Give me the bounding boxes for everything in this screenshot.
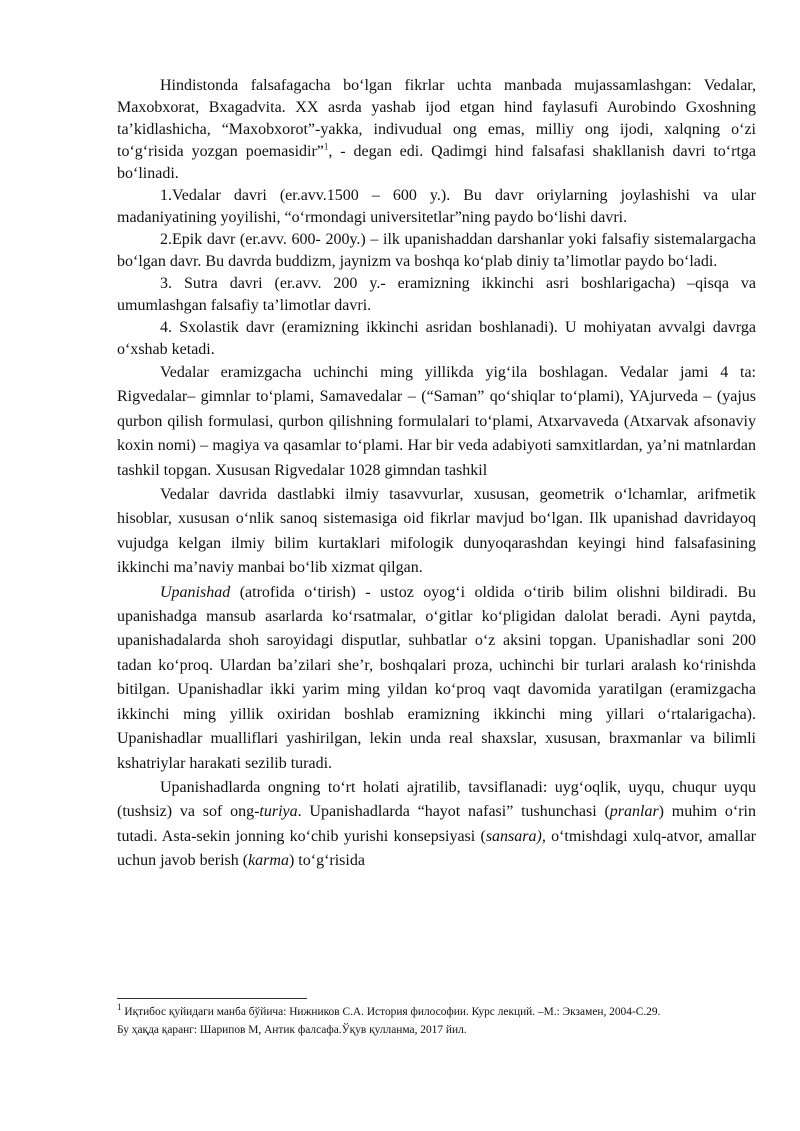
term-pranlar: pranlar: [609, 803, 659, 821]
footnote-number: 1: [117, 1002, 122, 1013]
text-segment: ) muhim o‘rin tutadi. Asta-sekin jonning ko‘chib yurishi konsepsiyasi (: [117, 803, 756, 845]
paragraph-intro: [117, 75, 756, 185]
paragraph-vedic-science: Vedalar davrida dastlabki ilmiy tasavvurlar, xususan, geometrik o‘lchamlar, arifmetik hisoblar, xususan o‘nlik sanoq sistemasiga oid fikrlar mavjud bo‘lgan. Ilk upanishad davridayoq vujudga kelgan ilmiy bilim kurtaklari mifologik dunyoqarashdan keyingi hind falsafasining ikkinchi ma’naviy manbai bo‘lib xizmat qilgan.: [117, 486, 756, 577]
term-turiya: turiya: [259, 803, 298, 821]
footnote-2: Бу ҳақда қаранг: Шарипов М, Антик фалсафа.Ўқув қулланма, 2017 йил.: [117, 1023, 467, 1036]
paragraph-scholastic-period: 4. Sxolastik davr (eramizning ikkinchi asridan boshlanadi). U mohiyatan avvalgi davrga o‘xshab ketadi.: [117, 319, 756, 358]
footnotes: [117, 1002, 756, 1040]
footnote-reference: 1: [323, 141, 329, 152]
term-karma: karma: [248, 852, 289, 870]
paragraph-vedic-period: 1.Vedalar davri (er.avv.1500 – 600 y.). Bu davr oriylarning joylashishi va ular madaniyatining yoyilishi, “o‘rmondagi universitetlar”ning paydo bo‘lishi davri.: [117, 187, 756, 226]
paragraph-sutra-period: 3. Sutra davri (er.avv. 200 y.- eramizning ikkinchi asri boshlarigacha) –qisqa va umumlashgan falsafiy ta’limotlar davri.: [117, 275, 756, 314]
paragraph-epic-period: 2.Epik davr (er.avv. 600- 200y.) – ilk upanishaddan darshanlar yoki falsafiy sistemalargacha bo‘lgan davr. Bu davrda buddizm, jaynizm va boshqa ko‘plab diniy ta’limotlar paydo bo‘ladi.: [117, 231, 756, 270]
paragraph-upanishad: [117, 581, 756, 776]
paragraph-intro-text: Hindistonda falsafagacha bo‘lgan fikrlar uchta manbada mujassamlashgan: Vedalar, Maxobxorat, Bxagadvita. XX asrda yashab ijod etgan hind faylasufi Aurobindo Gxoshning ta’kidlashicha, “Maxobxorot”-yakka, indivudual ong emas, milliy ong ijodi, xalqning o‘zi to‘g‘risida yozgan poemasidir”: [117, 77, 756, 160]
paragraph-vedas: Vedalar eramizgacha uchinchi ming yillikda yig‘ila boshlagan. Vedalar jami 4 ta: Rigvedalar– gimnlar to‘plami, Samavedalar – (“Saman” qo‘shiqlar to‘plami), YAjurveda – (yajus qurbon qilish formulasi, qurbon qilishning formulalari to‘plami, Atxarvaveda (Atxarvak afsonaviy koxin nomi) – magiya va qasamlar to‘plami. Har bir veda adabiyoti samxitlardan, ya’ni matnlardan tashkil topgan. Xususan Rigvedalar 1028 gimndan tashkil: [117, 364, 756, 479]
paragraph-upanishad-text: (atrofida o‘tirish) - ustoz oyog‘i oldida o‘tirib bilim olishni bildiradi. Bu upanishadga mansub asarlarda ko‘rsatmalar, o‘gitlar ko‘pligidan dalolat beradi. Ayni paytda, upanishadalarda shoh saroyidagi disputlar, suhbatlar o‘z aksini topgan. Upanishadlar soni 200 tadan ko‘proq. Ulardan ba’zilari she’r, boshqalari proza, uchinchi bir turlari aralash ko‘rinishda bitilgan. Upanishadlar ikki yarim ming yildan ko‘proq vaqt davomida yaratilgan (eramizgacha ikkinchi ming yillik oxiridan boshlab eramizning ikkinchi ming yillari o‘rtalarigacha). Upanishadlar mualliflari yashirilgan, lekin unda real shaxslar, xususan, braxmanlar va bilimli kshatriylar harakati sezilib turadi.: [117, 583, 756, 772]
footnote-1: [117, 1002, 756, 1020]
text-segment: Upanishadlarda ongning to‘rt holati ajratilib, tavsiflanadi: uyg‘oqlik, uyqu, chuqur uyqu (tushsiz) va sof ong-: [117, 778, 756, 821]
text-segment: ) to‘g‘risida: [288, 852, 365, 870]
footnote-separator: [117, 998, 307, 999]
term-sansara: sansara),: [485, 827, 546, 845]
paragraph-states-of-consciousness: [117, 776, 756, 874]
footnote-1-text: Иқтибос қуйидаги манба бўйича: Нижников С.А. История философии. Курс лекций. –М.: Экзамен, 2004-С.29.: [121, 1006, 661, 1018]
term-upanishad: Upanishad: [160, 583, 231, 601]
paragraph-intro-text-end: , - degan edi. Qadimgi hind falsafasi shakllanish davri to‘rtga bo‘linadi.: [117, 143, 756, 182]
text-segment: . Upanishadlarda “hayot nafasi” tushunchasi (: [297, 803, 610, 821]
text-segment: o‘tmishdagi xulq-atvor, amallar uchun javob berish (: [117, 827, 756, 870]
main-text: [117, 75, 756, 874]
